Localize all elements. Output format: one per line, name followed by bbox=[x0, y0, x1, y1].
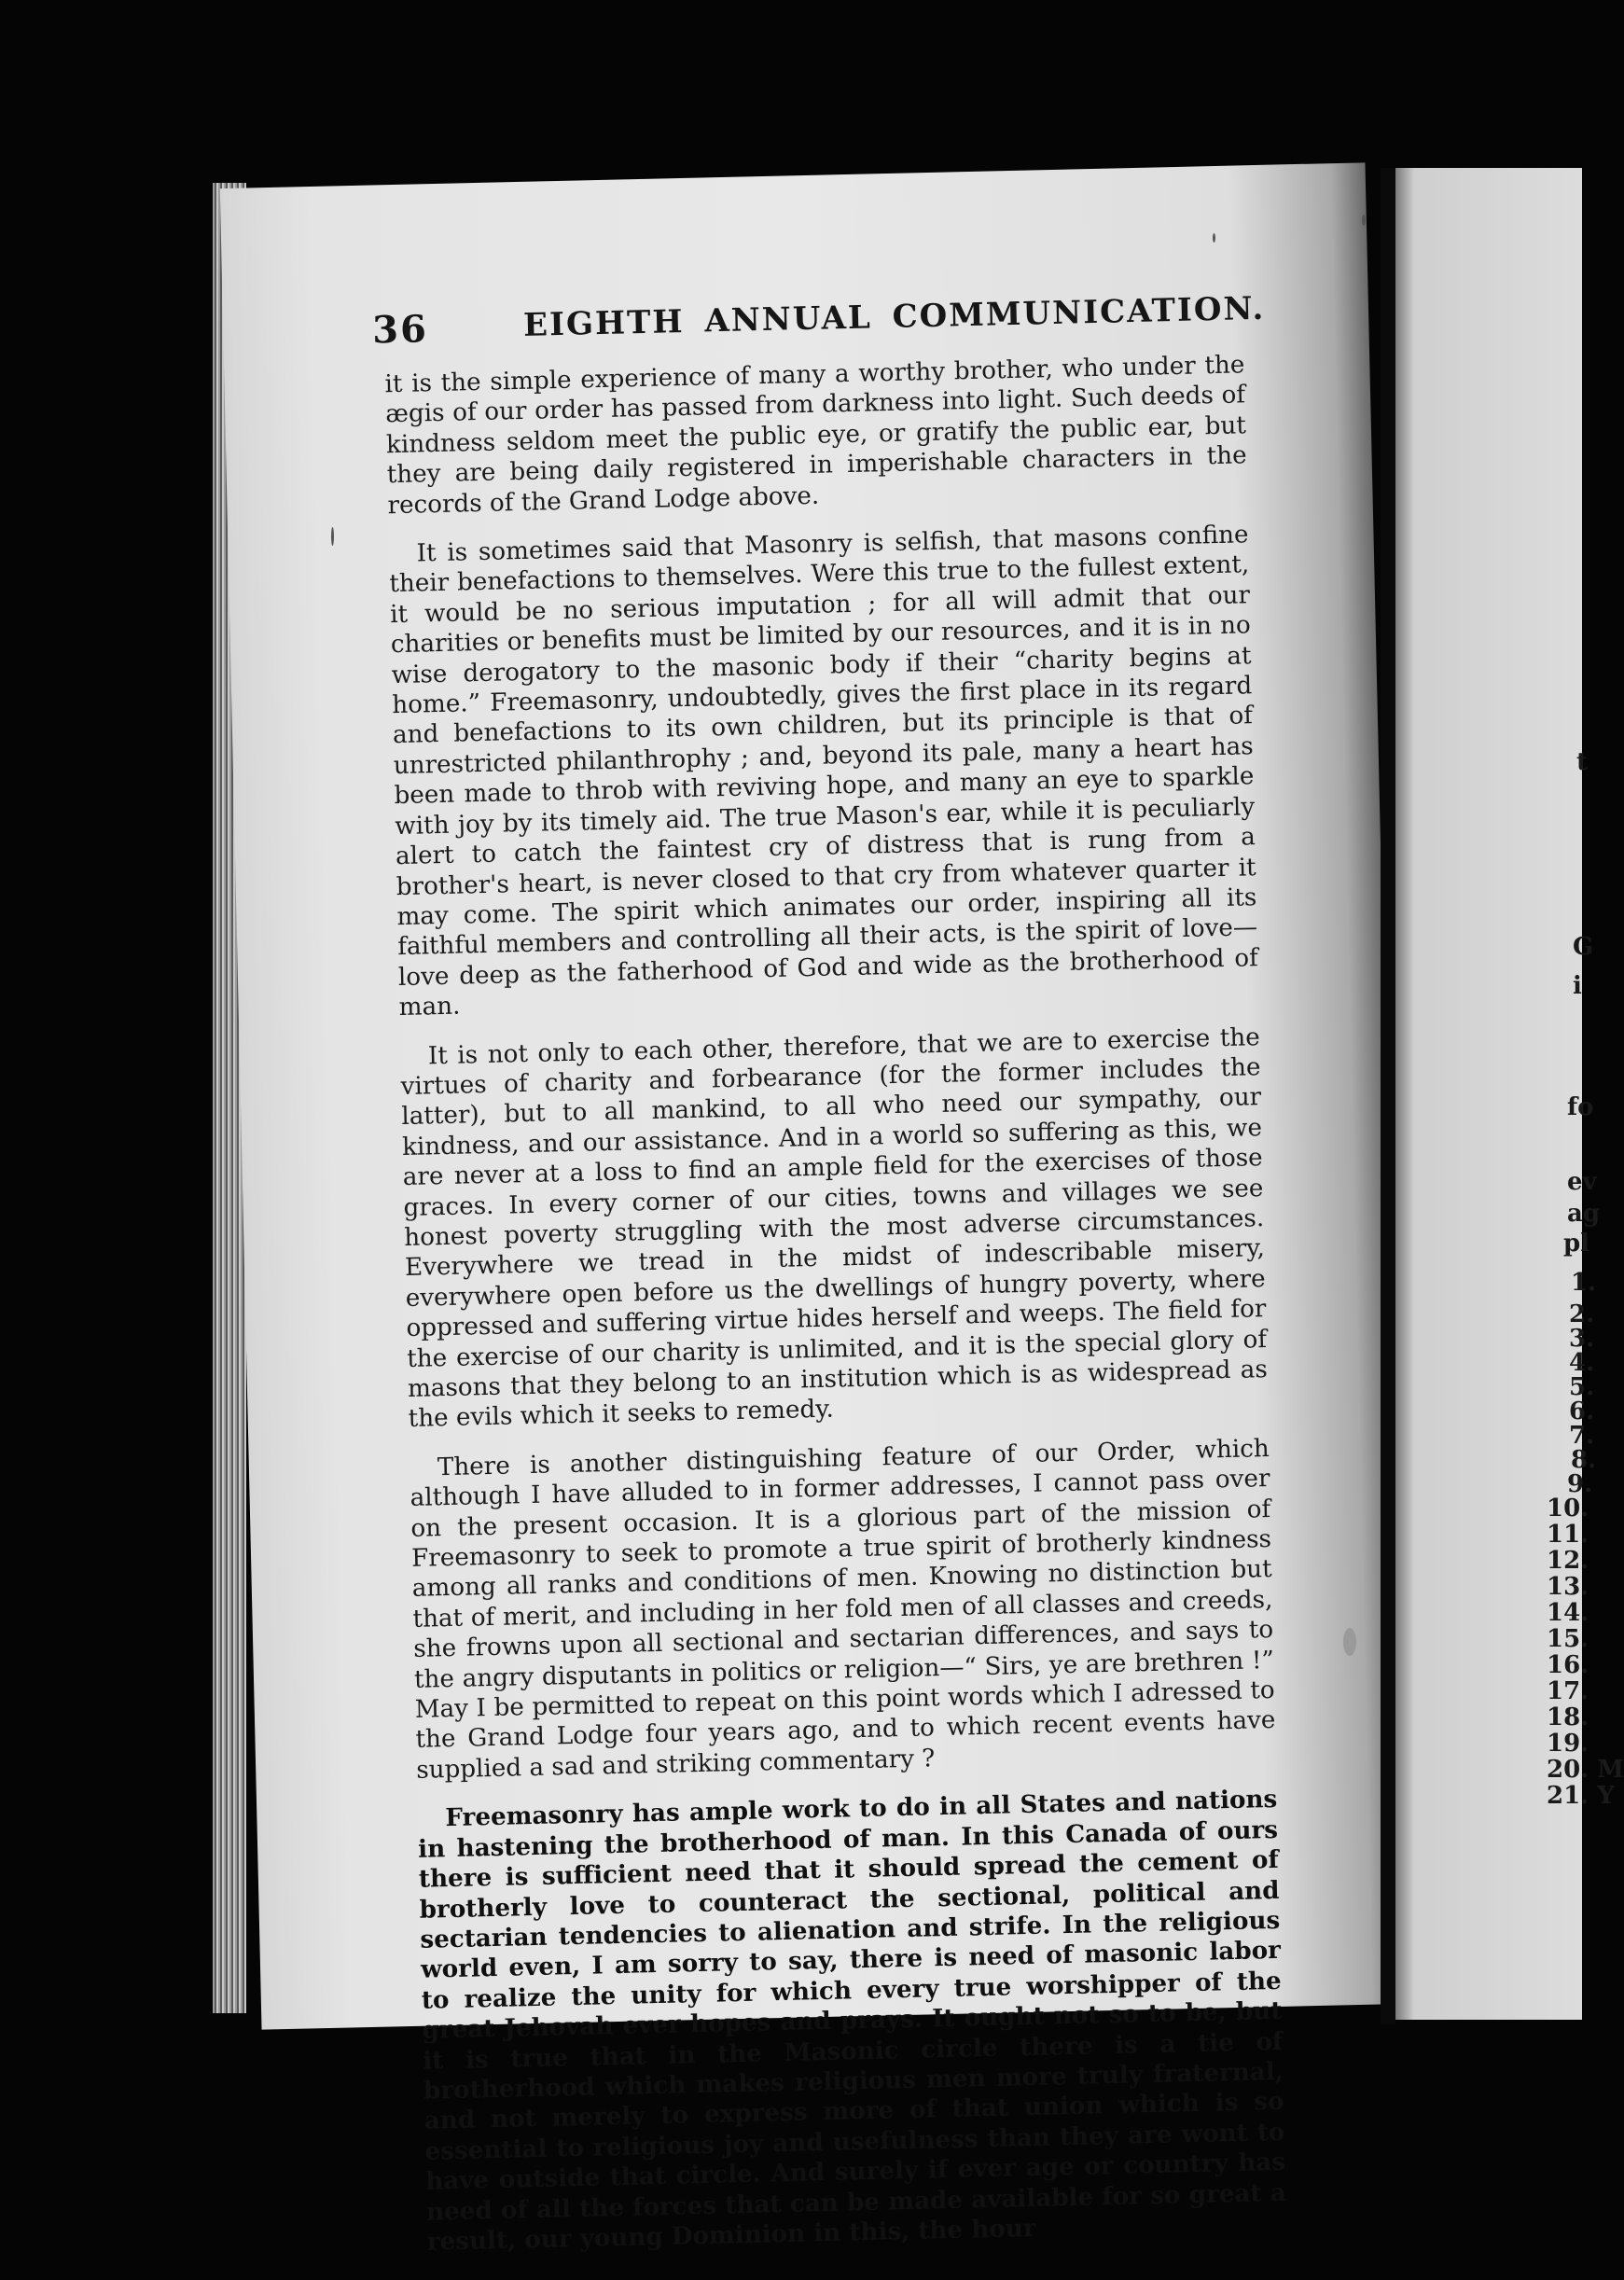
fragment: 8. bbox=[1571, 1446, 1597, 1474]
paragraph: It is not only to each other, therefore, that we are to exercise the virtues of charity and forbearance (for the former includes the latter), but to all mankind, to all who need our sympathy, our kindness, and our assistance. And in a world so suffering as this, we are never at a loss to find an ample field for the exercises of those graces. In every corner of our cities, towns and villages we see honest poverty struggling with the most adverse circumstances. Everywhere we tread in the midst of indescribable misery, everywhere open before us the dwellings of hungry poverty, where oppressed and suffering virtue hides herself and weeps. The field for the exercise of our charity is unlimited, and it is the special glory of masons that they belong to an institution which is as widespread as the evils which it seeks to remedy. bbox=[400, 1022, 1269, 1434]
body-text bbox=[384, 350, 1287, 2276]
fragment: 21. Y bbox=[1547, 1782, 1615, 1810]
fragment: 19. bbox=[1547, 1730, 1589, 1758]
fragment: 2. bbox=[1569, 1300, 1595, 1328]
facing-page bbox=[1395, 168, 1624, 2020]
fragment: fo bbox=[1567, 1093, 1594, 1121]
fragment: pl bbox=[1563, 1230, 1590, 1258]
fragment: 4. bbox=[1569, 1349, 1595, 1377]
fragment: 12. bbox=[1547, 1547, 1589, 1575]
fragment: 10. bbox=[1547, 1495, 1589, 1522]
fragment: G bbox=[1573, 933, 1594, 961]
fragment: 11. bbox=[1547, 1521, 1589, 1549]
fragment: ag bbox=[1567, 1200, 1601, 1228]
fragment: 14. bbox=[1547, 1599, 1589, 1627]
fragment: 7. bbox=[1569, 1422, 1595, 1450]
fragment: 16. bbox=[1547, 1651, 1589, 1679]
page-header bbox=[372, 282, 1306, 359]
fragment: 20. M bbox=[1547, 1756, 1624, 1784]
left-page bbox=[220, 162, 1407, 2257]
fragment: 1. bbox=[1571, 1269, 1597, 1297]
fragment: 15. bbox=[1547, 1625, 1589, 1653]
paragraph: it is the simple experience of many a worthy brother, who under the ægis of our order has passed from darkness into light. Such deeds of kindness seldom meet the public eye, or gratify the public ear, but they are being daily registered in imperishable characters in the records of the Grand Lodge above. bbox=[384, 351, 1247, 520]
running-title: EIGHTH ANNUAL COMMUNICATION. bbox=[522, 289, 1266, 344]
book-gutter bbox=[1381, 168, 1395, 2024]
fragment: i bbox=[1573, 972, 1582, 1000]
fragment: 6. bbox=[1569, 1397, 1595, 1425]
paragraph: There is another distinguishing feature of our Order, which although I have alluded to in former addresses, I cannot pass over on the present occasion. It is a glorious part of the mission of Freemasonry to seek to promote a true spirit of brotherly kindness among all ranks and conditions of men. Knowing no distinction but that of merit, and including in her fold men of all classes and creeds, she frowns upon all sectional and sectarian differences, and says to the angry disputants in politics or religion—“ Sirs, ye are brethren !” May I be permitted to repeat on this point words which I adressed to the Grand Lodge four years ago, and to which recent events have supplied a sad and striking commentary ? bbox=[409, 1434, 1276, 1785]
paragraph: It is sometimes said that Masonry is selfish, that masons confine their benefactions to themselves. Were this true to the fullest extent, it would be no serious imputation ; for all will admit that our charities or benefits must be limited by our resources, and it is in no wise derogatory to the masonic body if their “charity begins at home.” Freemasonry, undoubtedly, gives the first place in its regard and benefactions to its own children, but its principle is that of unrestricted philanthrophy ; and, beyond its pale, many a heart has been made to throb with reviving hope, and many an eye to sparkle with joy by its timely aid. The true Mason's ear, while it is peculiarly alert to catch the faintest cry of distress that is rung from a brother's heart, is never closed to that cry from whatever quarter it may come. The spirit which animates our order, inspiring all its faithful members and controlling all their acts, is the spirit of love—love deep as the fatherhood of God and wide as the brotherhood of man. bbox=[389, 521, 1259, 1022]
fragment: 17. bbox=[1547, 1677, 1589, 1705]
fragment: 18. bbox=[1547, 1703, 1589, 1731]
fragment: 9. bbox=[1567, 1470, 1593, 1498]
fragment: 13. bbox=[1547, 1573, 1589, 1601]
fragment: t bbox=[1576, 748, 1589, 776]
page-number: 36 bbox=[371, 307, 429, 353]
paragraph: Freemasonry has ample work to do in all States and nations in hastening the brotherhood of man. In this Canada of ours there is sufficient need that it should spread the cement of brotherly love to counteract the sectional, political and sectarian tendencies to alienation and strife. In the religious world even, I am sorry to say, there is need of masonic labor to realize the unity for which every true worshipper of the great Jehovah ever hopes and prays. It ought not so to be, but it is true that in the Masonic circle there is a tie of brotherhood which makes religious men more truly fraternal, and not merely to express more of that union which is so essential to religious joy and usefulness than they are wont to have outside that circle. And surely if ever age or country has need of all the forces that can be made available for so great a result, our young Dominion in this, the hour bbox=[417, 1785, 1287, 2257]
fragment: ev bbox=[1567, 1168, 1597, 1196]
fragment: 5. bbox=[1569, 1373, 1595, 1401]
fragment: 3. bbox=[1569, 1325, 1595, 1353]
